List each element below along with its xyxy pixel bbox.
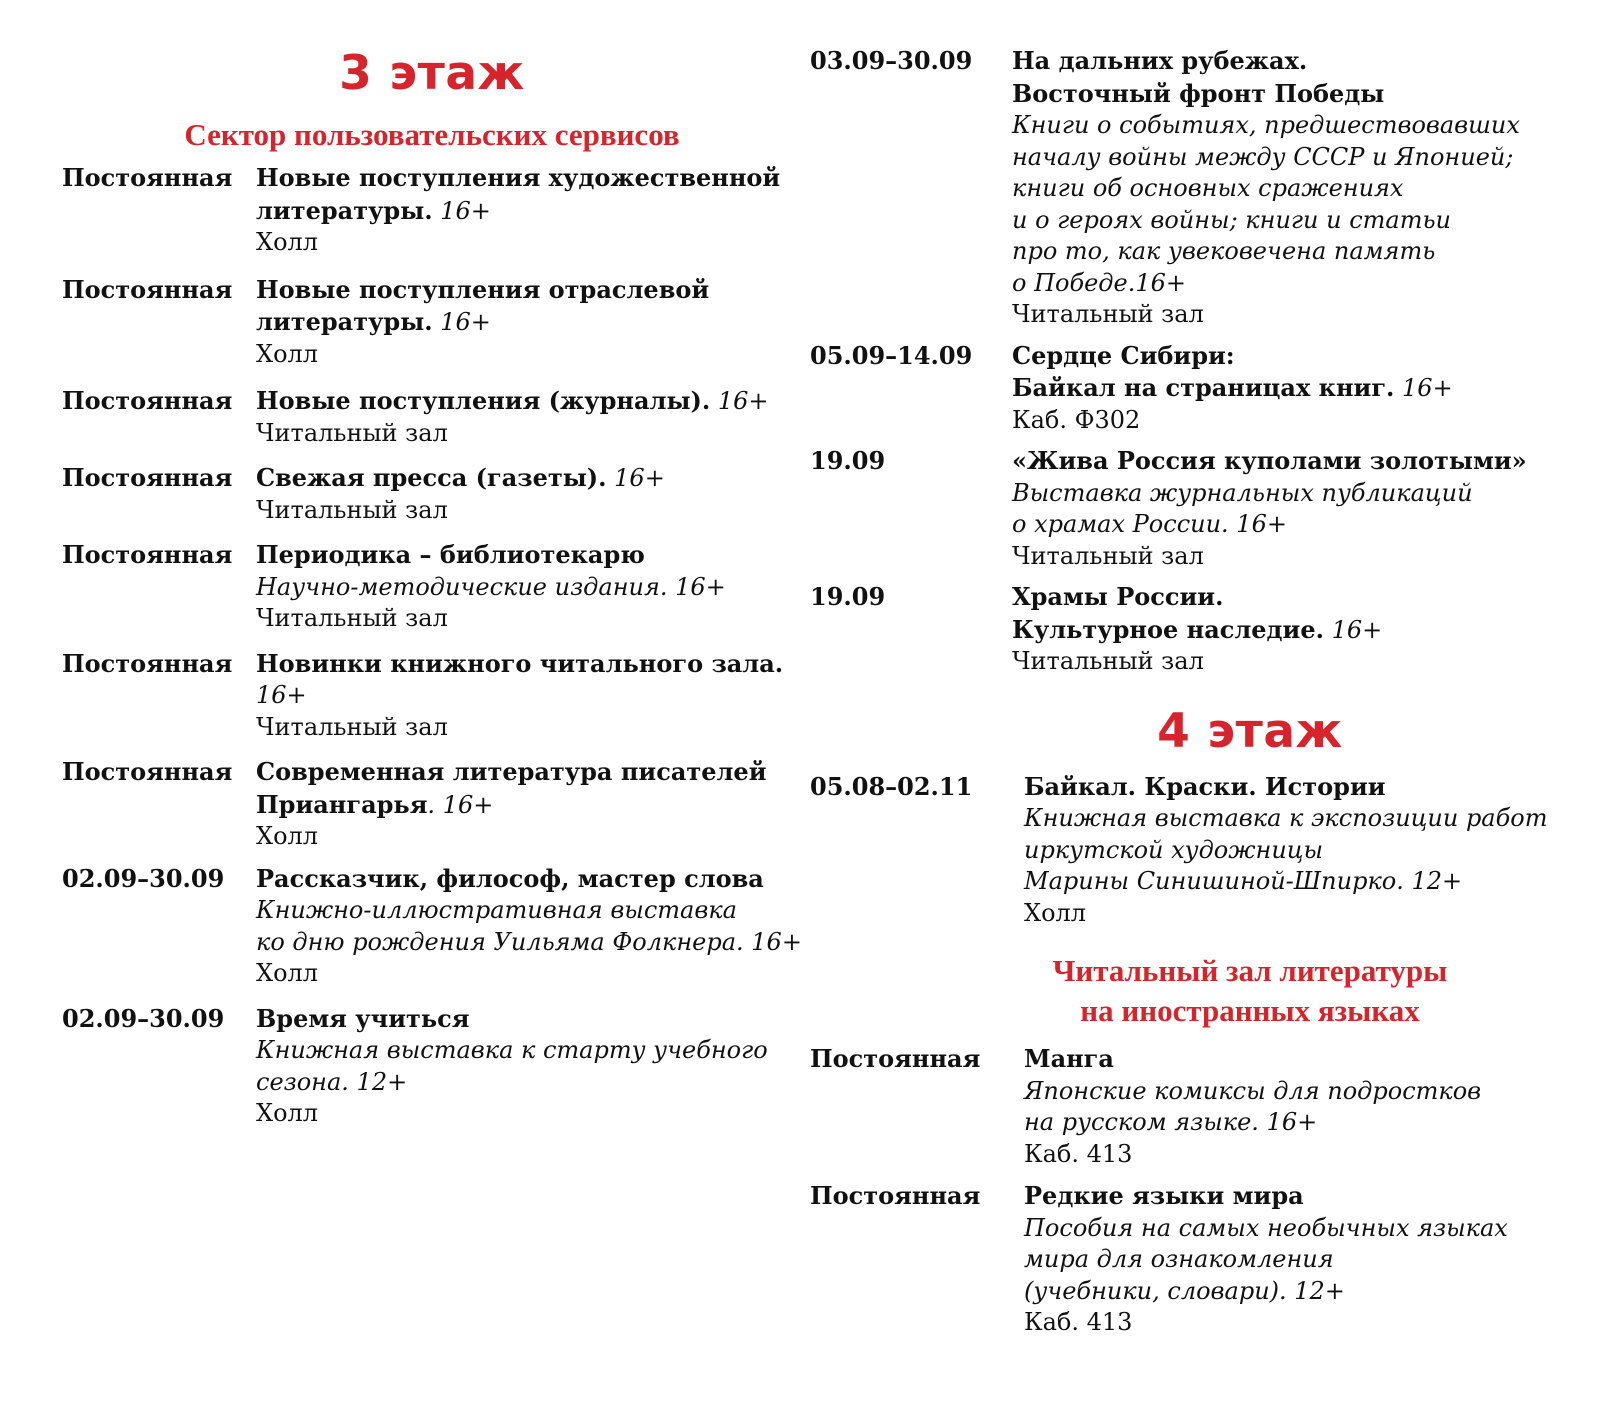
exhibit-title: Новые поступления (журналы). [256, 386, 711, 415]
exhibit-location: Холл [256, 822, 319, 850]
exhibit-date: Постоянная [62, 386, 233, 415]
sector-title: Сектор пользовательских сервисов [184, 117, 680, 152]
exhibit-title: Рассказчик, философ, мастер слова [256, 863, 764, 893]
age-rating: 16+ [717, 387, 769, 415]
exhibit-entry [810, 45, 1590, 331]
exhibit-entry [62, 539, 802, 635]
exhibit-description: Книжная выставка к экспозиции работ иркутской художницы Марины Синишиной-Шпирко. 12+ [1024, 804, 1548, 895]
exhibit-date: Постоянная [62, 274, 233, 304]
age-rating: . 16+ [427, 790, 494, 819]
exhibit-date: Постоянная [810, 1044, 981, 1073]
exhibit-title: Свежая пресса (газеты). [256, 463, 607, 492]
exhibit-entry [810, 1180, 1590, 1339]
left-column [62, 0, 802, 1130]
exhibit-entry [62, 385, 802, 449]
age-rating: 16+ [440, 196, 491, 225]
exhibit-description: Книжная выставка к старту учебного сезона. 12+ [256, 1036, 768, 1096]
exhibit-entry [62, 462, 802, 526]
exhibit-date: 05.09–14.09 [810, 340, 973, 370]
exhibit-date: 05.08–02.11 [810, 771, 973, 801]
exhibit-date: 02.09–30.09 [62, 1003, 225, 1033]
exhibit-date: 19.09 [810, 582, 886, 611]
exhibit-location: Читальный зал [256, 495, 448, 524]
exhibit-title: Новые поступления отраслевой литературы. [256, 274, 710, 336]
exhibit-location: Холл [256, 959, 319, 987]
exhibit-entry [62, 756, 802, 853]
exhibit-title: Храмы России. Культурное наследие. [1012, 582, 1324, 644]
exhibit-description: Выставка журнальных публикаций о храмах России. 16+ [1012, 478, 1473, 538]
age-rating: 16+ [1331, 615, 1383, 644]
exhibit-description: Научно-методические издания. 16+ [256, 572, 726, 601]
age-rating: 16+ [256, 681, 307, 709]
exhibit-location: Читальный зал [256, 712, 448, 741]
exhibit-title: Сердце Сибири: Байкал на страницах книг. [1012, 340, 1395, 402]
exhibit-entry [810, 771, 1590, 930]
exhibit-location: Холл [256, 339, 319, 368]
exhibit-location: Холл [256, 1099, 319, 1127]
exhibit-date: Постоянная [62, 648, 233, 678]
foreign-literature-section-title: Читальный зал литературы на иностранных языках [1052, 953, 1448, 1028]
exhibit-location: Читальный зал [1012, 541, 1204, 570]
exhibit-entry [62, 648, 802, 744]
exhibit-entry [62, 1003, 802, 1130]
exhibit-title: Периодика – библиотекарю [256, 540, 645, 569]
exhibit-description: Пособия на самых необычных языках мира для ознакомления (учебники, словари). 12+ [1024, 1213, 1508, 1305]
exhibit-title: Новинки книжного читального зала. [256, 648, 784, 678]
exhibit-description: Книги о событиях, предшествовавших началу войны между СССР и Японией; книги об основных сражениях и о героях войны; книги и статьи про то, как увековечена память о Победе.16+ [1012, 111, 1520, 297]
exhibit-date: Постоянная [62, 540, 233, 569]
exhibit-date: Постоянная [62, 463, 233, 492]
exhibit-date: Постоянная [62, 757, 233, 786]
exhibit-entry [62, 162, 802, 259]
exhibit-date: 02.09–30.09 [62, 863, 225, 893]
exhibit-date: Постоянная [810, 1181, 981, 1210]
exhibit-entry [810, 1043, 1590, 1170]
floor-4-title: 4 этаж [1157, 703, 1343, 759]
exhibit-date: Постоянная [62, 163, 233, 192]
exhibit-location: Читальный зал [1012, 647, 1204, 675]
right-column [810, 0, 1590, 1339]
age-rating: 16+ [1402, 374, 1453, 402]
exhibit-location: Каб. 413 [1024, 1139, 1133, 1168]
exhibit-title: Новые поступления художественной литературы. [256, 163, 781, 225]
exhibit-location: Читальный зал [256, 604, 448, 632]
exhibit-title: Редкие языки мира [1024, 1181, 1304, 1210]
exhibit-entry [810, 445, 1590, 572]
exhibit-title: «Жива Россия куполами золотыми» [1012, 446, 1527, 475]
age-rating: 16+ [614, 464, 665, 492]
exhibit-location: Каб. 413 [1024, 1308, 1133, 1336]
exhibit-entry [810, 340, 1590, 437]
exhibit-title: На дальних рубежах. Восточный фронт Победы [1012, 46, 1385, 108]
exhibit-location: Каб. Ф302 [1012, 405, 1141, 434]
exhibit-entry [62, 863, 802, 990]
exhibit-title: Время учиться [256, 1003, 470, 1033]
exhibit-location: Холл [1024, 898, 1087, 927]
exhibit-title: Байкал. Краски. Истории [1024, 771, 1386, 801]
exhibit-entry [810, 581, 1590, 678]
exhibit-location: Читальный зал [1012, 300, 1204, 328]
exhibit-title: Манга [1024, 1044, 1114, 1073]
exhibit-description: Японские комиксы для подростков на русском языке. 16+ [1024, 1076, 1482, 1136]
exhibit-title: Современная литература писателей Приангарья [256, 757, 767, 819]
exhibit-location: Холл [256, 228, 319, 256]
exhibit-entry [62, 274, 802, 371]
exhibit-location: Читальный зал [256, 418, 448, 447]
exhibit-date: 03.09–30.09 [810, 46, 973, 75]
exhibit-date: 19.09 [810, 446, 886, 475]
age-rating: 16+ [440, 308, 491, 336]
floor-3-title: 3 этаж [339, 46, 525, 101]
exhibit-description: Книжно-иллюстративная выставка ко дню рождения Уильяма Фолкнера. 16+ [256, 896, 802, 956]
